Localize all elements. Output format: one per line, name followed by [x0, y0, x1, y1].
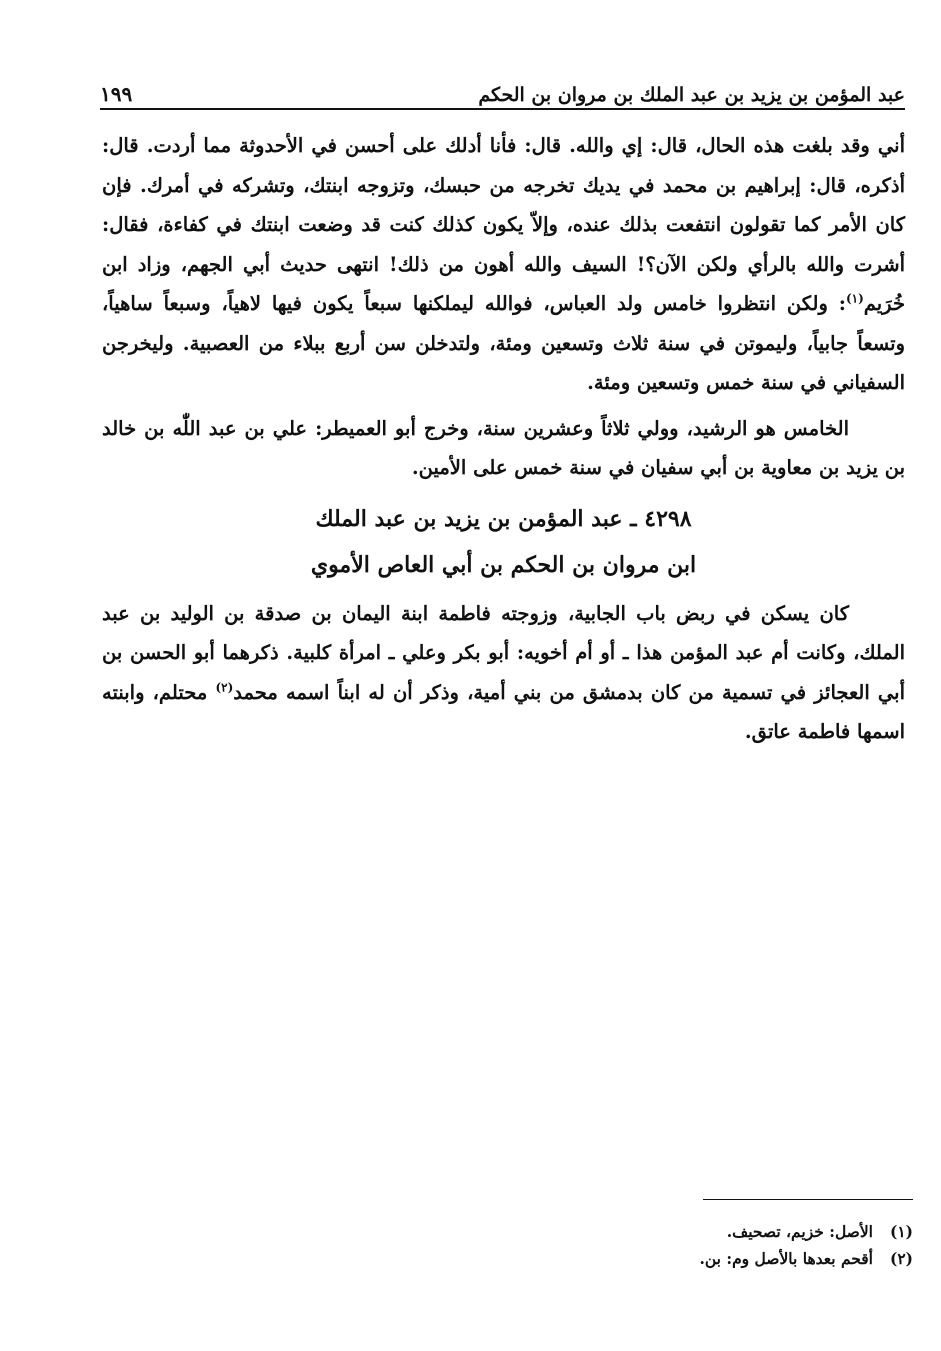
footnote-rule [703, 1199, 913, 1200]
paragraph-1-rest: : ولكن انتظروا خامس ولد العباس، فوالله ليملكنها سبعاً يكون فيها لاهياً، وسبعاً ساهياً، وتسعاً جابياً، وليموتن في سنة ثلاث وتسعين ومئة، ولتدخلن سن أربع ببلاء من العصبية. وليخرجن السفياني في سنة خمس وتسعين ومئة. [102, 292, 905, 394]
footnote-1 [200, 1218, 913, 1245]
footnote-2-number: (٢) [889, 1249, 913, 1268]
paragraph-3 [102, 594, 905, 752]
footnote-1-text: الأصل: خزيم، تصحيف. [726, 1222, 873, 1241]
footnotes [200, 1218, 913, 1272]
footnote-2-text: أقحم بعدها بالأصل وم: بن. [699, 1249, 873, 1268]
paragraph-3-text: كان يسكن في ربض باب الجابية، وزوجته فاطمة ابنة اليمان بن صدقة بن الوليد بن عبد الملك، وكانت أم عبد المؤمن هذا ـ أو أم أخويه: أبو بكر وعلي ـ امرأة كلبية. ذكرهما أبو الحسن بن أبي العجائز في تسمية من كان بدمشق من بني أمية، وذكر أن له ابناً اسمه محمد [102, 601, 905, 704]
header-title: عبد المؤمن بن يزيد بن عبد الملك بن مروان بن الحكم [478, 84, 905, 106]
header-rule [100, 108, 905, 110]
entry-title-line-2: ابن مروان بن الحكم بن أبي العاص الأموي [310, 551, 697, 578]
footnote-ref-1: (١) [845, 291, 864, 306]
paragraph-1 [102, 126, 905, 403]
entry-title [102, 496, 905, 588]
footnote-ref-2: (٢) [215, 680, 234, 694]
paragraph-2: الخامس هو الرشيد، وولي ثلاثاً وعشرين سنة، وخرج أبو العميطر: علي بن عبد اللّٰه بن خالد بن يزيد بن معاوية بن أبي سفيان في سنة خمس على الأمين. [102, 416, 905, 479]
entry-title-line-1: ٤٢٩٨ ـ عبد المؤمن بن يزيد بن عبد الملك [315, 505, 692, 532]
paragraph-3-rest: محتلم، وابنته اسمها فاطمة عاتق. [102, 680, 905, 743]
running-header [100, 70, 905, 106]
body-text [102, 126, 905, 752]
paragraph-1-text: أني وقد بلغت هذه الحال، قال: إي والله. قال: فأنا أدلك على أحسن في الأحدوثة مما أردت. قال: أذكره، قال: إبراهيم بن محمد في يديك تخرجه من حبسك، وتزوجه ابنتك، وتشركه في أمرك. فإن كان الأمر كما تقولون انتفعت بذلك عنده، وإلاّ يكون كذلك كنت قد وضعت ابنتك في كفاءة، فقال: أشرت والله بالرأي ولكن الآن؟! السيف والله أهون من ذلك! انتهى حديث أبي الجهم، وزاد ابن خُرَيم [102, 134, 905, 315]
footnote-2 [200, 1245, 913, 1272]
footnote-1-number: (١) [889, 1222, 913, 1241]
page-number: ١٩٩ [100, 82, 133, 106]
